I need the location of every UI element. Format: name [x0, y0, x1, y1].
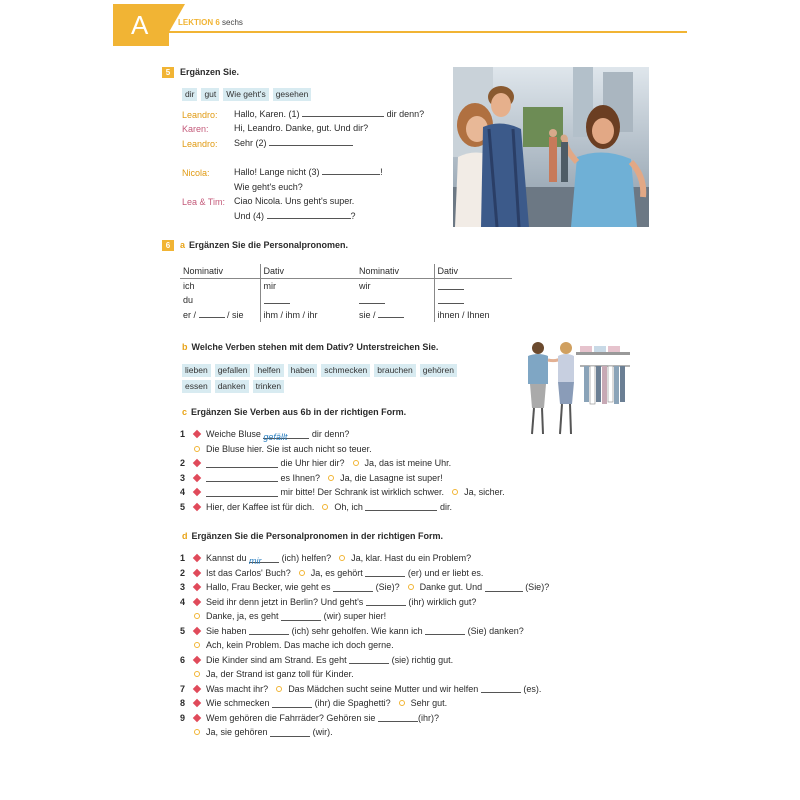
answer-blank[interactable] — [206, 488, 278, 497]
list-item: Ach, kein Problem. Das mache ich doch gerne. — [180, 638, 549, 653]
verb-chip[interactable]: danken — [215, 380, 249, 393]
exercise-6c-title: c Ergänzen Sie Verben aus 6b in der richtigen Form. — [182, 407, 407, 417]
verb-chip[interactable]: helfen — [254, 364, 283, 377]
list-item: 6 Die Kinder sind am Strand. Es geht (sie) richtig gut. — [180, 654, 454, 665]
verb-chip[interactable]: gehören — [420, 364, 457, 377]
answer-blank[interactable] — [249, 626, 289, 635]
personal-pronoun-table: Nominativ Dativ Nominativ Dativ ich mir wir du er / / sie ihm / ihm / ihr sie / ihnen / Ihnen — [180, 264, 512, 322]
list-item: Ja, der Strand ist ganz toll für Kinder. — [180, 667, 549, 682]
list-item: 5 Sie haben (ich) sehr geholfen. Wie kann ich (Sie) danken? — [180, 625, 524, 636]
list-item: Die Bluse hier. Sie ist auch nicht so teuer. — [180, 442, 505, 457]
dialog-line-5: Wie geht's euch? — [234, 182, 303, 192]
dialog-line-3: Sehr (2) — [234, 136, 353, 151]
friends-greeting-photo — [453, 67, 649, 227]
verb-chip[interactable]: essen — [182, 380, 211, 393]
speaker-leandro: Leandro: — [182, 110, 218, 120]
speaker-nicola: Nicola: — [182, 168, 210, 178]
list-item: 3 es Ihnen? Ja, die Lasagne ist super! — [180, 472, 443, 483]
dialog-line-4: Hallo! Lange nicht (3) ! — [234, 167, 383, 177]
dialog-line-1: Hallo, Karen. (1) dir denn? — [234, 109, 425, 119]
list-item: Danke, ja, es geht (wir) super hier! — [180, 609, 549, 624]
exercise-5-word-bank: dir gut Wie geht's gesehen — [182, 88, 311, 101]
verb-chip[interactable]: gefallen — [215, 364, 251, 377]
answer-blank[interactable] — [365, 502, 437, 511]
answer-blank[interactable] — [378, 713, 418, 722]
blank-Sie[interactable] — [378, 309, 404, 318]
list-item: 2 Ist das Carlos' Buch? Ja, es gehört (er) und er liebt es. — [180, 567, 484, 578]
answer-blank[interactable] — [366, 597, 406, 606]
speaker-karen: Karen: — [182, 124, 209, 134]
dialog-line-6: Ciao Nicola. Uns geht's super. — [234, 196, 355, 206]
dialog-line-2: Hi, Leandro. Danke, gut. Und dir? — [234, 123, 369, 133]
speaker-lea-tim: Lea & Tim: — [182, 197, 226, 207]
answer-blank[interactable] — [425, 626, 465, 635]
answer-blank[interactable] — [272, 699, 312, 708]
answer-blank[interactable] — [481, 684, 521, 693]
photo-illustration — [453, 67, 649, 227]
handwritten-answer: gefällt — [263, 431, 288, 442]
blank-1[interactable] — [302, 108, 384, 117]
blank-euch[interactable] — [438, 295, 464, 304]
verb-chip[interactable]: lieben — [182, 364, 211, 377]
answer-blank[interactable] — [485, 583, 523, 592]
section-badge: A — [113, 4, 169, 46]
header-rule — [169, 31, 687, 33]
verb-chip[interactable]: brauchen — [374, 364, 415, 377]
verb-chip[interactable]: schmecken — [321, 364, 370, 377]
answer-blank[interactable] — [206, 473, 278, 482]
list-item: 5 Hier, der Kaffee ist für dich. Oh, ich dir. — [180, 501, 452, 512]
exercise-6d-title: d Ergänzen Sie die Personalpronomen in der richtigen Form. — [182, 531, 444, 541]
list-item: 1 Weiche Bluse gefällt dir denn? — [180, 429, 350, 442]
list-item: 4 Seid ihr denn jetzt in Berlin? Und geht's (ihr) wirklich gut? — [180, 596, 477, 607]
blank-3[interactable] — [322, 166, 380, 175]
verb-chip[interactable]: trinken — [253, 380, 285, 393]
blank-2[interactable] — [269, 137, 353, 146]
speaker-leandro-2: Leandro: — [182, 139, 218, 149]
blank-ihr[interactable] — [359, 295, 385, 304]
answer-blank[interactable] — [349, 655, 389, 664]
list-item: 4 mir bitte! Der Schrank ist wirklich schwer. Ja, sicher. — [180, 487, 505, 497]
exercise-6d-items — [180, 551, 549, 740]
exercise-6c-items — [180, 427, 505, 514]
exercise-6b-verbs — [182, 364, 472, 393]
blank-uns[interactable] — [438, 281, 464, 290]
answer-blank[interactable] — [333, 583, 373, 592]
list-item: 1 Kannst du mir (ich) helfen? Ja, klar. Hast du ein Problem? — [180, 553, 472, 566]
answer-blank[interactable] — [270, 728, 310, 737]
blank-dir[interactable] — [264, 295, 290, 304]
list-item: 2 die Uhr hier dir? Ja, das ist meine Uhr. — [180, 458, 452, 468]
answer-blank[interactable] — [206, 459, 278, 468]
exercise-6b-title: b Welche Verben stehen mit dem Dativ? Unterstreichen Sie. — [182, 342, 439, 352]
dialog-line-7: Und (4) ? — [234, 211, 356, 221]
blank-4[interactable] — [267, 210, 351, 219]
answer-blank[interactable] — [365, 568, 405, 577]
list-item: 8 Wie schmecken (ihr) die Spaghetti? Sehr gut. — [180, 698, 448, 708]
list-item: 9 Wem gehören die Fahrräder? Gehören sie (ihr)? — [180, 712, 439, 723]
exercise-5-title: 5 Ergänzen Sie. — [162, 67, 239, 78]
lektion-heading: LEKTION 6 sechs — [178, 18, 243, 27]
list-item: Ja, sie gehören (wir). — [180, 725, 549, 740]
clothes-shop-illustration — [518, 338, 633, 438]
blank-es[interactable] — [199, 309, 225, 318]
answer-blank[interactable] — [281, 612, 321, 621]
verb-chip[interactable]: haben — [288, 364, 318, 377]
exercise-6a-title: 6 a Ergänzen Sie die Personalpronomen. — [162, 240, 348, 251]
list-item: 7 Was macht ihr? Das Mädchen sucht seine Mutter und wir helfen (es). — [180, 683, 542, 694]
handwritten-answer: mir — [249, 555, 262, 566]
list-item: 3 Hallo, Frau Becker, wie geht es (Sie)? Danke gut. Und (Sie)? — [180, 582, 550, 592]
